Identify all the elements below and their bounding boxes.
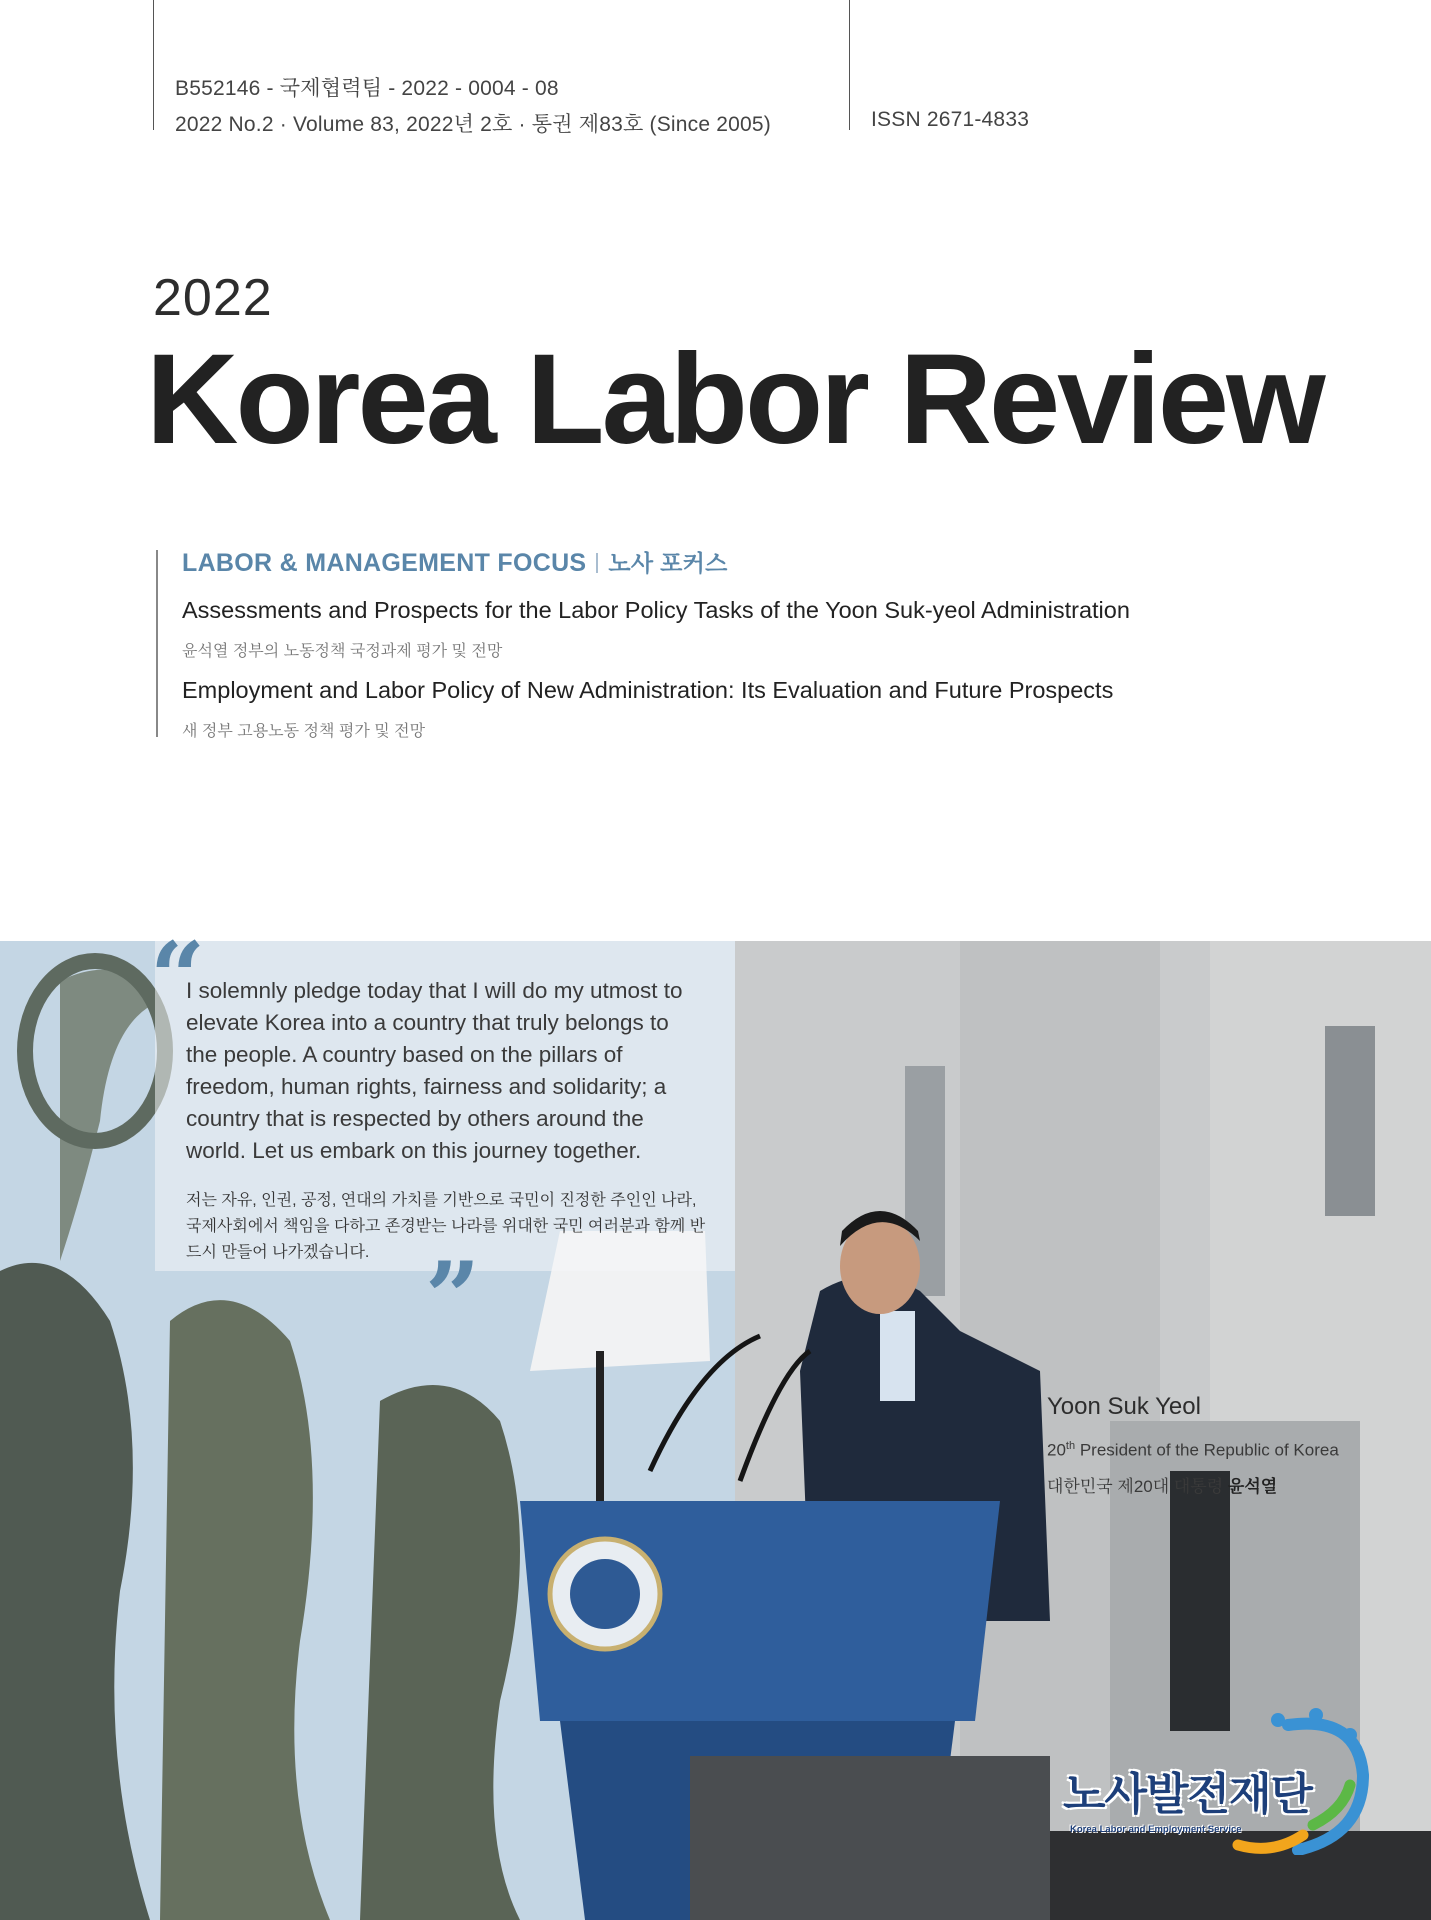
magazine-title: Korea Labor Review — [146, 328, 1323, 471]
statue-figure-right — [360, 1385, 520, 1920]
building-window — [1325, 1026, 1375, 1216]
issue-info: 2022 No.2 · Volume 83, 2022년 2호 · 통권 제83호 (Since 2005) — [175, 113, 771, 136]
quote-text-en: I solemnly pledge today that I will do my utmost to elevate Korea into a country that truly belongs to the people. A country based on the pillars of freedom, human rights, fairness and solidarity; a country that is respected by others around the world. Let us embark on this journey together. — [186, 978, 683, 1163]
focus-heading-en: LABOR & MANAGEMENT FOCUS — [182, 549, 587, 577]
focus-heading — [182, 545, 728, 578]
building-door — [1170, 1471, 1230, 1731]
foreground-speaker-box — [690, 1756, 1050, 1920]
article-2-title-ko: 새 정부 고용노동 정책 평가 및 전망 — [182, 723, 426, 740]
speaker-shirt — [880, 1311, 915, 1401]
caption-ordinal: 20 — [1047, 1440, 1066, 1460]
caption-ko — [1047, 1472, 1277, 1497]
caption-name: Yoon Suk Yeol — [1047, 1393, 1201, 1420]
presidential-seal-center — [570, 1559, 640, 1629]
article-1-title-ko: 윤석열 정부의 노동정책 국정과제 평가 및 전망 — [182, 643, 503, 660]
focus-rule — [156, 550, 158, 737]
caption-title — [1047, 1440, 1339, 1461]
header-right-rule — [849, 0, 850, 130]
quote-text-ko: 저는 자유, 인권, 공정, 연대의 가치를 기반으로 국민이 진정한 주인인 나라, 국제사회에서 책임을 다하고 존경받는 나라를 위대한 국민 여러분과 함께 반드시 만들어 나가겠습니다. — [186, 1192, 706, 1261]
cover-year: 2022 — [153, 269, 273, 327]
article-2-title[interactable]: Employment and Labor Policy of New Administration: Its Evaluation and Future Prospects — [182, 677, 1114, 703]
publication-code: B552146 - 국제협력팀 - 2022 - 0004 - 08 — [175, 77, 559, 100]
header-left-rule — [153, 0, 154, 130]
focus-divider — [596, 553, 598, 573]
caption-ordinal-suffix: th — [1065, 1440, 1076, 1452]
caption-ko-prefix: 대한민국 제20대 대통령 — [1047, 1477, 1228, 1496]
foundation-logo-ko: 노사발전재단 — [1063, 1770, 1313, 1819]
caption-ko-name: 윤석열 — [1227, 1477, 1278, 1496]
article-1-title[interactable]: Assessments and Prospects for the Labor Policy Tasks of the Yoon Suk-yeol Administration — [182, 597, 1130, 623]
foundation-logo-en: Korea Labor and Employment Service — [1070, 1824, 1242, 1835]
quote-open-mark: “ — [150, 921, 206, 1034]
focus-heading-ko: 노사 포커스 — [608, 550, 728, 576]
issn: ISSN 2671-4833 — [871, 108, 1030, 131]
quote-close-mark: ” — [425, 1241, 481, 1354]
caption-title-rest: President of the Republic of Korea — [1075, 1440, 1339, 1460]
